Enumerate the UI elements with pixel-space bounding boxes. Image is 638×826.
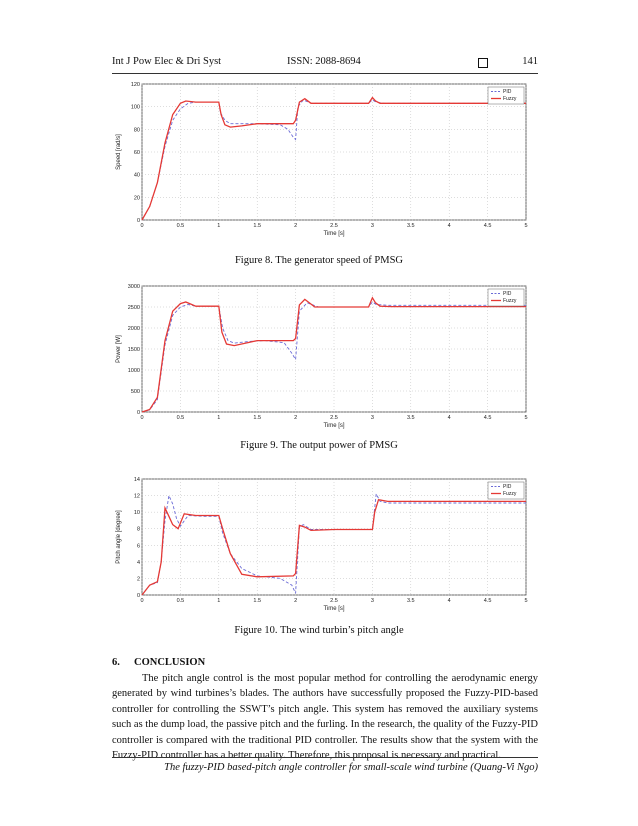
x-tick-label: 5 xyxy=(524,598,528,604)
x-tick-label: 2 xyxy=(294,223,298,229)
y-tick-label: 40 xyxy=(133,172,140,179)
x-tick-label: 0.5 xyxy=(176,415,185,421)
y-tick-label: 500 xyxy=(130,389,140,395)
x-tick-label: 3 xyxy=(370,223,374,229)
x-tick-label: 2.5 xyxy=(330,415,338,421)
figure-9-chart xyxy=(112,282,532,432)
y-axis-label: Speed [rad/s] xyxy=(116,134,122,170)
y-tick-label: 2500 xyxy=(127,305,140,311)
y-tick-label: 6 xyxy=(136,543,140,550)
x-tick-label: 3.5 xyxy=(406,598,415,604)
x-tick-label: 0.5 xyxy=(176,223,185,229)
x-tick-label: 1.5 xyxy=(253,223,262,229)
y-tick-label: 60 xyxy=(133,150,140,156)
x-tick-label: 4.5 xyxy=(483,415,492,421)
page-number: 141 xyxy=(522,56,538,67)
y-tick-label: 10 xyxy=(133,510,140,517)
x-tick-label: 3.5 xyxy=(406,223,415,229)
x-tick-label: 4.5 xyxy=(483,223,492,229)
y-tick-label: 3000 xyxy=(127,284,140,290)
x-tick-label: 2.5 xyxy=(330,223,338,229)
x-tick-label: 3 xyxy=(370,415,374,421)
x-tick-label: 4.5 xyxy=(483,598,492,604)
y-tick-label: 1000 xyxy=(127,368,140,374)
speed-chart-svg xyxy=(112,80,532,240)
figure-8-caption: Figure 8. The generator speed of PMSG xyxy=(234,255,404,266)
issn: ISSN: 2088-8694 xyxy=(287,56,361,67)
x-axis-label: Time [s] xyxy=(323,606,345,612)
figure-9-caption: Figure 9. The output power of PMSG xyxy=(240,440,398,451)
conclusion-paragraph: The pitch angle control is the most popular method for controlling the aerodynamic energy generated by wind turbines’s blades. The authors have successfully proposed the Fuzzy-PID-based controller for controlling the SSWT’s pitch angle. This system has removed the auxiliary systems such as the dump load, the passive pitch and the furling. In the research, the quality of the Fuzzy-PID controller is compared with the traditional PID controller. The results show that the system with the Fuzzy-PID controller has a better quality. Therefore, this proposal is necessary and practical. xyxy=(112,672,538,761)
x-tick-label: 1 xyxy=(217,415,221,421)
y-tick-label: 0 xyxy=(136,410,140,416)
y-tick-label: 80 xyxy=(133,127,140,134)
y-tick-label: 2 xyxy=(136,576,140,583)
legend-label: Fuzzy xyxy=(503,298,517,304)
legend-label: PID xyxy=(503,484,512,490)
power-chart-svg xyxy=(112,282,532,432)
x-tick-label: 4 xyxy=(447,415,451,421)
x-tick-label: 4 xyxy=(447,598,451,604)
x-axis-label: Time [s] xyxy=(323,231,345,237)
y-tick-label: 100 xyxy=(130,104,140,111)
figure-10-caption: Figure 10. The wind turbin’s pitch angle xyxy=(234,625,404,636)
x-tick-label: 1 xyxy=(217,223,221,229)
x-tick-label: 1.5 xyxy=(253,415,262,421)
legend-label: Fuzzy xyxy=(503,491,517,497)
x-tick-label: 2 xyxy=(294,415,298,421)
y-tick-label: 8 xyxy=(136,526,140,533)
journal-name: Int J Pow Elec & Dri Syst xyxy=(112,56,222,67)
y-tick-label: 14 xyxy=(133,477,140,483)
y-tick-label: 4 xyxy=(136,559,140,566)
y-tick-label: 2000 xyxy=(127,326,140,332)
header-rule xyxy=(112,73,538,74)
section-title: CONCLUSION xyxy=(134,657,206,668)
legend-label: Fuzzy xyxy=(503,96,517,102)
x-tick-label: 5 xyxy=(524,223,528,229)
x-tick-label: 5 xyxy=(524,415,528,421)
y-axis-label: Pitch angle [degree] xyxy=(116,510,122,564)
x-axis-label: Time [s] xyxy=(323,423,345,429)
y-tick-label: 1500 xyxy=(127,347,140,353)
x-tick-label: 1 xyxy=(217,598,221,604)
y-tick-label: 0 xyxy=(136,593,140,599)
x-tick-label: 1.5 xyxy=(253,598,262,604)
x-tick-label: 4 xyxy=(447,223,451,229)
legend-label: PID xyxy=(503,89,512,95)
legend-label: PID xyxy=(503,291,512,297)
section-number: 6. xyxy=(112,657,120,668)
section-heading xyxy=(112,655,538,671)
x-tick-label: 0 xyxy=(140,598,144,604)
x-tick-label: 0 xyxy=(140,415,144,421)
figure-8-chart xyxy=(112,80,532,240)
x-tick-label: 3.5 xyxy=(406,415,415,421)
y-tick-label: 0 xyxy=(136,218,140,224)
footer-rule xyxy=(112,757,538,758)
page-footer: The fuzzy-PID based-pitch angle controller for small-scale wind turbine (Quang-Vi Ngo) xyxy=(164,762,538,773)
figure-10-chart xyxy=(112,475,532,615)
y-axis-label: Power [W] xyxy=(116,335,122,363)
y-tick-label: 120 xyxy=(130,82,140,88)
page-header xyxy=(112,56,538,70)
x-tick-label: 3 xyxy=(370,598,374,604)
x-tick-label: 2.5 xyxy=(330,598,338,604)
pitch-chart-svg xyxy=(112,475,532,615)
checkbox-icon xyxy=(478,58,488,68)
y-tick-label: 20 xyxy=(133,195,140,202)
x-tick-label: 0 xyxy=(140,223,144,229)
y-tick-label: 12 xyxy=(133,493,140,500)
x-tick-label: 0.5 xyxy=(176,598,185,604)
x-tick-label: 2 xyxy=(294,598,298,604)
